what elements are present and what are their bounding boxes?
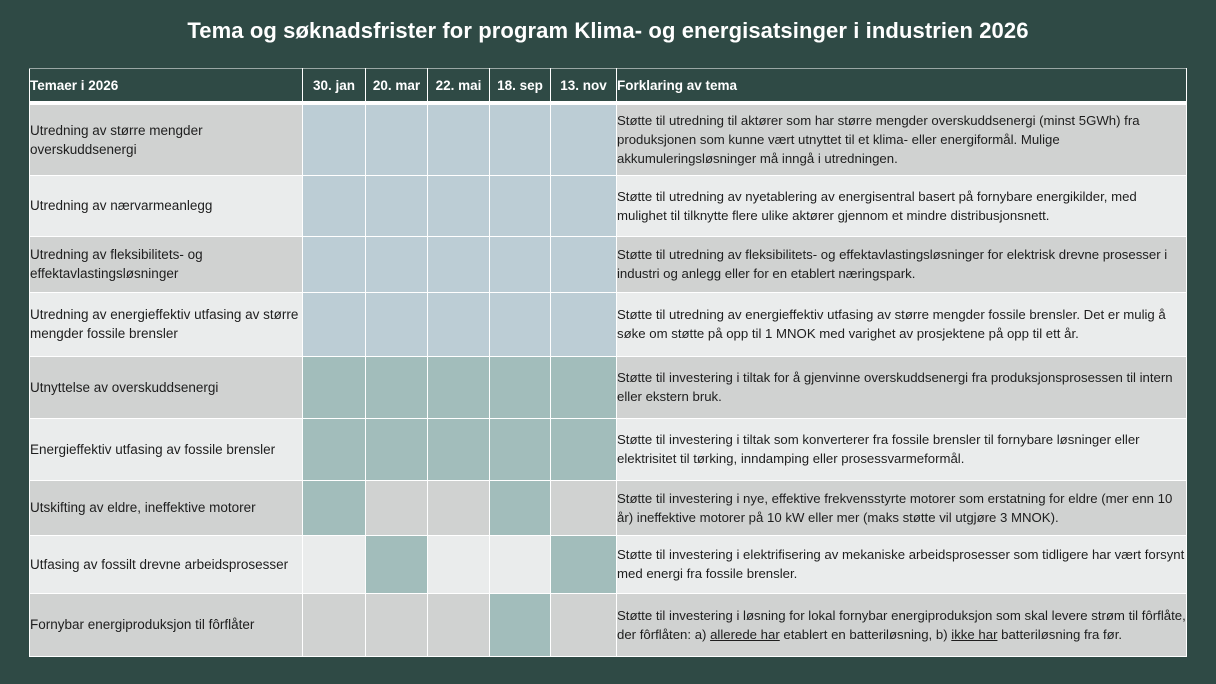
deadline-cell [303, 356, 366, 418]
deadline-cell [551, 175, 617, 236]
deadline-cell [428, 175, 490, 236]
deadline-cell [490, 236, 551, 292]
deadline-cell [428, 535, 490, 593]
deadline-cell [428, 103, 490, 175]
deadline-cell [366, 236, 428, 292]
deadline-cell [490, 175, 551, 236]
deadline-cell [551, 535, 617, 593]
table-row [30, 593, 1187, 656]
deadline-cell [490, 480, 551, 535]
row-theme: Utredning av fleksibilitets- og effektavlastingsløsninger [30, 236, 303, 292]
explanation-text: etablert en batteriløsning, b) [779, 626, 952, 642]
deadline-cell [428, 480, 490, 535]
deadline-cell [490, 593, 551, 656]
deadline-cell [428, 236, 490, 292]
page-title: Tema og søknadsfrister for program Klima- og energisatsinger i industrien 2026 [187, 18, 1029, 43]
row-explanation: Støtte til utredning av nyetablering av energisentral basert på fornybare energikilder, med mulighet til tilknytte flere ulike aktører gjennom et mindre distribusjonsnett. [617, 175, 1187, 236]
deadline-cell [303, 535, 366, 593]
header-date-mar: 20. mar [366, 69, 428, 104]
row-theme: Utskifting av eldre, ineffektive motorer [30, 480, 303, 535]
deadline-cell [428, 593, 490, 656]
deadline-cell [303, 292, 366, 356]
deadline-cell [366, 593, 428, 656]
deadline-cell [551, 593, 617, 656]
row-theme: Fornybar energiproduksjon til fôrflåter [30, 593, 303, 656]
table-row [30, 103, 1187, 175]
row-explanation: Støtte til investering i nye, effektive frekvensstyrte motorer som erstatning for eldre (mer enn 10 år) ineffektive motorer på 10 kW eller mer (maks støtte vil utgjøre 3 MNOK). [617, 480, 1187, 535]
header-date-jan: 30. jan [303, 69, 366, 104]
deadline-cell [551, 292, 617, 356]
table-row [30, 292, 1187, 356]
row-explanation: Støtte til investering i tiltak for å gjenvinne overskuddsenergi fra produksjonsprosessen til intern eller ekstern bruk. [617, 356, 1187, 418]
explanation-text: Støtte til investering i løsning for lokal fornybar energiproduksjon som skal levere strøm til fôrflåte, der fôrflåten: a) [617, 607, 1186, 642]
deadline-table [29, 68, 1187, 657]
table-row [30, 236, 1187, 292]
table-row [30, 418, 1187, 480]
table-row [30, 175, 1187, 236]
row-theme: Utnyttelse av overskuddsenergi [30, 356, 303, 418]
deadline-cell [551, 418, 617, 480]
explanation-text: batteriløsning fra før. [997, 626, 1123, 642]
row-theme: Utredning av nærvarmeanlegg [30, 175, 303, 236]
row-theme: Utredning av energieffektiv utfasing av større mengder fossile brensler [30, 292, 303, 356]
deadline-cell [428, 356, 490, 418]
deadline-cell [551, 356, 617, 418]
header-explanation: Forklaring av tema [617, 69, 1187, 104]
deadline-cell [303, 480, 366, 535]
table-header-row [30, 69, 1187, 104]
deadline-cell [490, 535, 551, 593]
explanation-underlined-text: ikke har [951, 626, 998, 642]
deadline-cell [551, 480, 617, 535]
row-explanation [617, 593, 1187, 656]
table-row [30, 535, 1187, 593]
deadline-cell [490, 356, 551, 418]
deadline-cell [303, 593, 366, 656]
deadline-cell [490, 103, 551, 175]
row-theme: Utredning av større mengder overskuddsenergi [30, 103, 303, 175]
deadline-cell [490, 418, 551, 480]
row-explanation: Støtte til utredning til aktører som har større mengder overskuddsenergi (minst 5GWh) fra produksjonen som kunne vært utnyttet til et klima- eller energiformål. Mulige akkumuleringsløsninger må inngå i utredningen. [617, 103, 1187, 175]
deadline-cell [303, 103, 366, 175]
deadline-cell [428, 292, 490, 356]
header-date-sep: 18. sep [490, 69, 551, 104]
deadline-cell [303, 175, 366, 236]
deadline-cell [551, 103, 617, 175]
row-theme: Energieffektiv utfasing av fossile brensler [30, 418, 303, 480]
table-row [30, 480, 1187, 535]
deadline-cell [490, 292, 551, 356]
deadline-cell [428, 418, 490, 480]
row-explanation: Støtte til investering i tiltak som konverterer fra fossile brensler til fornybare løsninger eller elektrisitet til tørking, inndamping eller prosessvarmeformål. [617, 418, 1187, 480]
row-explanation: Støtte til utredning av energieffektiv utfasing av større mengder fossile brensler. Det er mulig å søke om støtte på opp til 1 MNOK med varighet av prosjektene på opp til ett år. [617, 292, 1187, 356]
row-theme: Utfasing av fossilt drevne arbeidsprosesser [30, 535, 303, 593]
deadline-cell [551, 236, 617, 292]
deadline-cell [303, 418, 366, 480]
header-date-nov: 13. nov [551, 69, 617, 104]
row-explanation: Støtte til utredning av fleksibilitets- og effektavlastingsløsninger for elektrisk drevne prosesser i industri og anlegg eller for en etablert næringspark. [617, 236, 1187, 292]
deadline-cell [303, 236, 366, 292]
header-date-mai: 22. mai [428, 69, 490, 104]
table-row [30, 356, 1187, 418]
row-explanation: Støtte til investering i elektrifisering av mekaniske arbeidsprosesser som tidligere har vært forsynt med energi fra fossile brensler. [617, 535, 1187, 593]
deadline-cell [366, 480, 428, 535]
deadline-cell [366, 292, 428, 356]
deadline-cell [366, 418, 428, 480]
deadline-cell [366, 175, 428, 236]
deadline-cell [366, 103, 428, 175]
header-theme: Temaer i 2026 [30, 69, 303, 104]
explanation-underlined-text: allerede har [710, 626, 780, 642]
deadline-cell [366, 356, 428, 418]
deadline-cell [366, 535, 428, 593]
